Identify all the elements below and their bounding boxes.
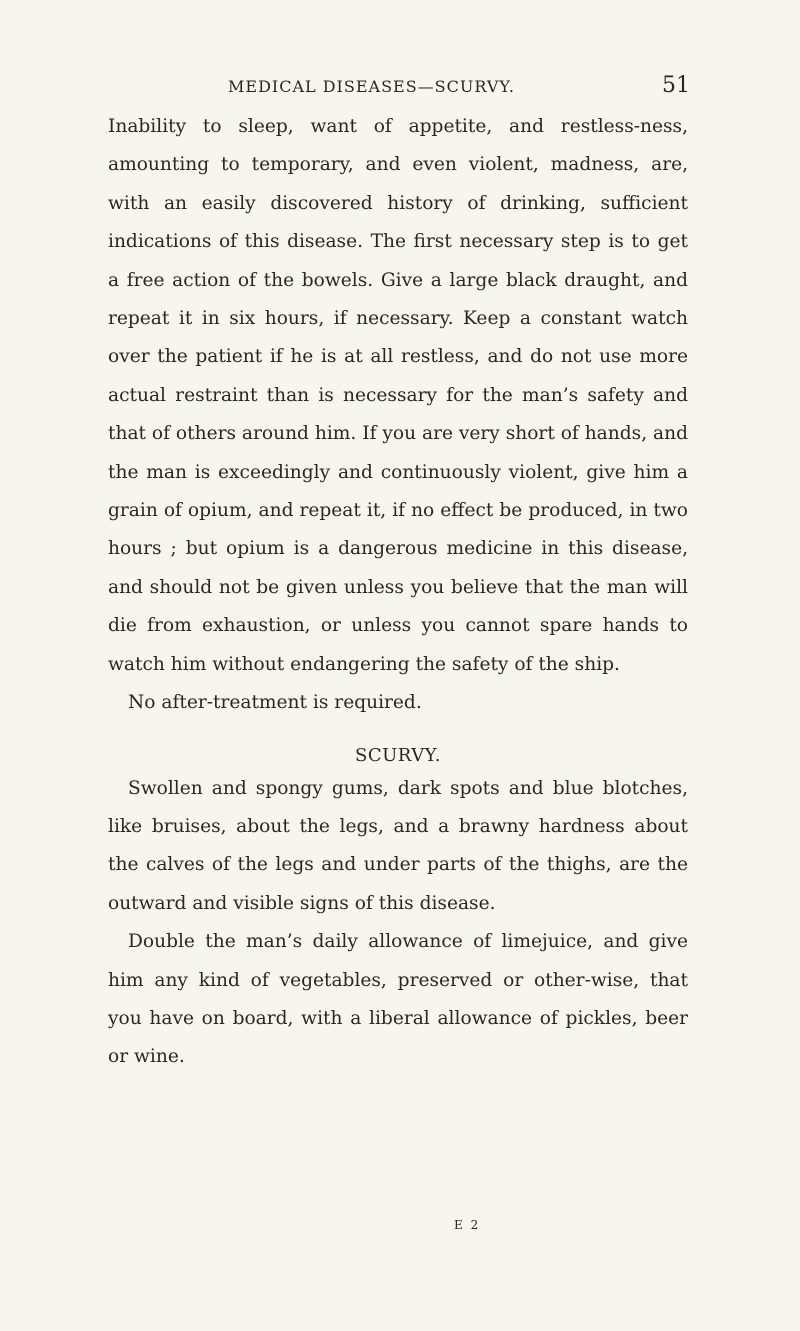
section-heading: SCURVY. bbox=[355, 744, 441, 766]
paragraph: Swollen and spongy gums, dark spots and blue blotches, like bruises, about the legs, and a brawny hardness about the calves of the legs and under parts of the thighs, are the outward and visible signs of this disease. bbox=[108, 777, 688, 914]
paragraph: Double the man’s daily allowance of limejuice, and give him any kind of vegetables, preserved or other-wise, that you have on board, with a liberal allowance of pickles, beer or wine. bbox=[108, 931, 688, 1068]
running-head bbox=[224, 73, 690, 109]
paragraph: No after-treatment is required. bbox=[128, 692, 422, 714]
page-number: 51 bbox=[662, 73, 690, 98]
body-text bbox=[108, 108, 688, 1077]
signature-mark: E 2 bbox=[454, 1218, 481, 1232]
paragraph: Inability to sleep, want of appetite, and restless-ness, amounting to temporary, and even violent, madness, are, with an easily discovered history of drinking, sufficient indications of this disease. The first necessary step is to get a free action of the bowels. Give a large black draught, and repeat it in six hours, if necessary. Keep a constant watch over the patient if he is at all restless, and do not use more actual restraint than is necessary for the man’s safety and that of others around him. If you are very short of hands, and the man is exceedingly and continuously violent, give him a grain of opium, and repeat it, if no effect be produced, in two hours ; but opium is a dangerous medicine in this disease, and should not be given unless you believe that the man will die from exhaustion, or unless you cannot spare hands to watch him without endangering the safety of the ship. bbox=[108, 116, 688, 675]
running-title: MEDICAL DISEASES—SCURVY. bbox=[228, 77, 515, 96]
